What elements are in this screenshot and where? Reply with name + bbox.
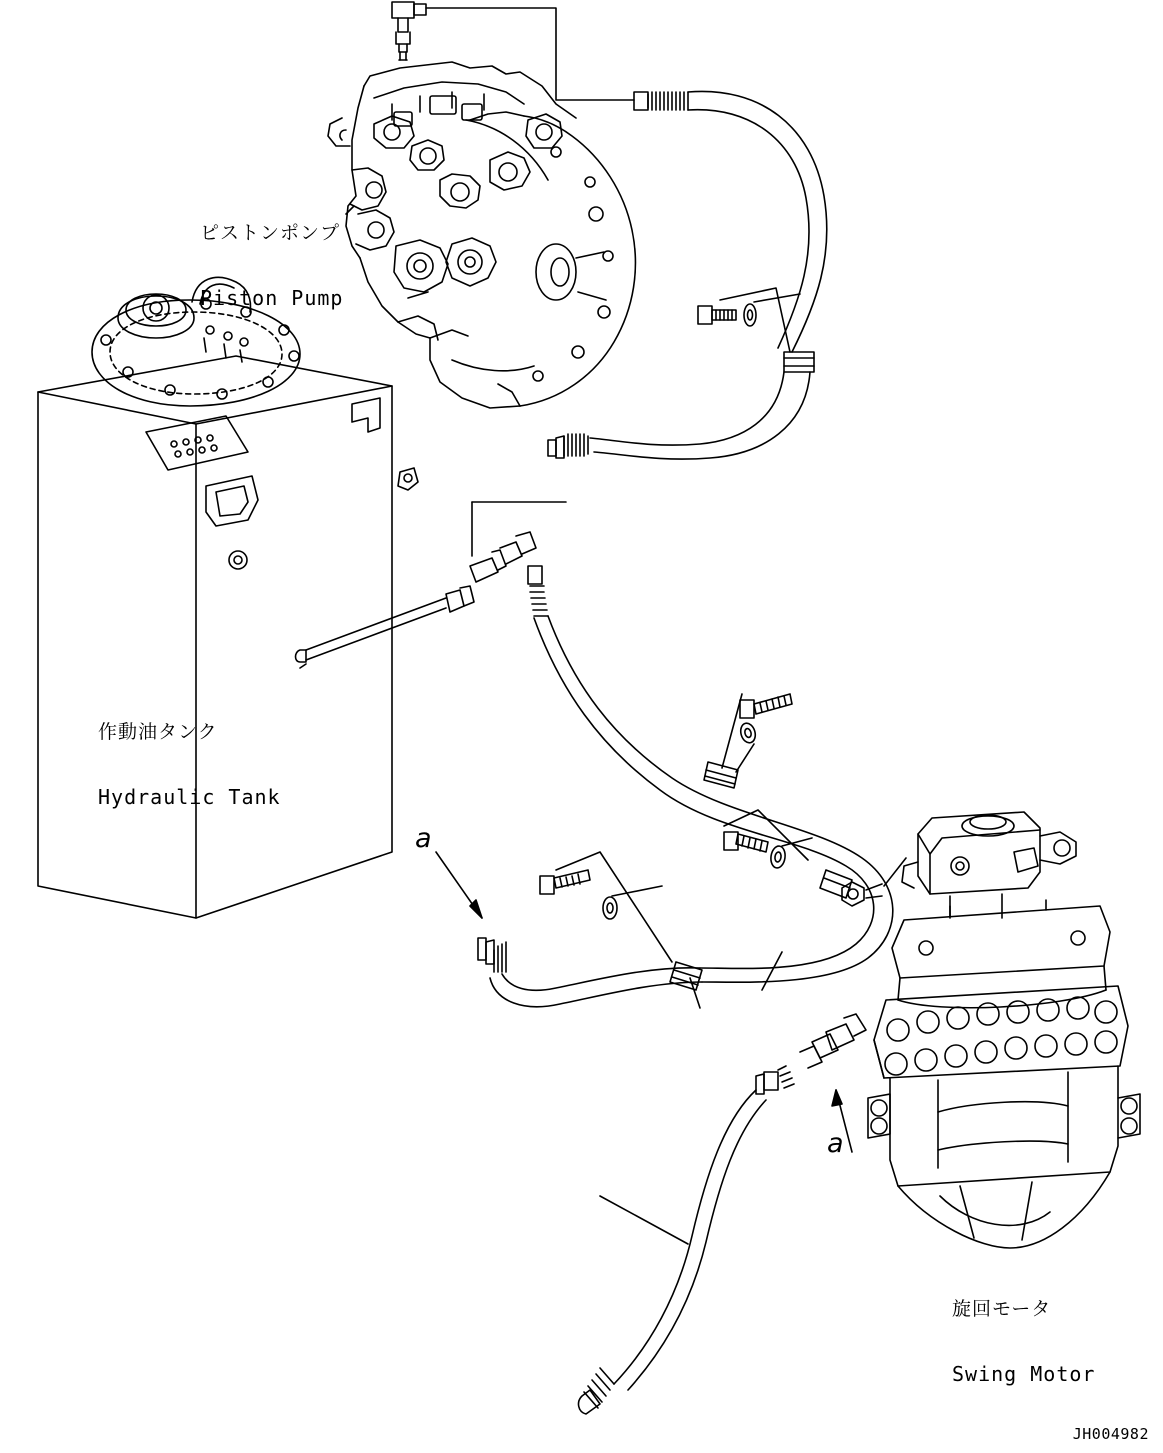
- washer: [770, 845, 787, 869]
- label-swing-motor-jp: 旋回モータ: [952, 1298, 1052, 1320]
- drawing-number: JH004982: [1072, 1425, 1149, 1443]
- callout-letter-a-upper: a: [415, 823, 432, 854]
- mounting-bolt: [540, 870, 590, 894]
- callout-letter-a-lower: a: [827, 1128, 844, 1159]
- hydraulic-hose-upper: [548, 91, 827, 459]
- bolt-washer-upper: [698, 288, 800, 352]
- label-swing-motor: [952, 1258, 1095, 1427]
- label-piston-pump: [200, 182, 343, 351]
- swing-motor-assembly: [868, 812, 1140, 1248]
- washer: [744, 304, 756, 326]
- mounting-bolt: [698, 306, 736, 324]
- mounting-bolt: [740, 694, 792, 718]
- washer: [603, 897, 617, 919]
- washer: [739, 721, 758, 744]
- elbow-fitting-top: [392, 2, 426, 60]
- label-piston-pump-en: Piston Pump: [200, 285, 344, 310]
- hydraulic-hose-lower: [579, 1014, 866, 1414]
- piston-pump-assembly: [328, 2, 635, 408]
- label-hydraulic-tank-jp: 作動油タンク: [98, 721, 218, 743]
- label-hydraulic-tank-en: Hydraulic Tank: [98, 784, 281, 809]
- label-piston-pump-jp: ピストンポンプ: [200, 222, 341, 244]
- elbow-fitting-tank: [470, 532, 536, 582]
- label-swing-motor-en: Swing Motor: [952, 1361, 1096, 1386]
- callout-arrows: [436, 852, 852, 1152]
- hydraulic-hose-middle: [478, 566, 893, 1007]
- elbow-fitting-motor: [800, 1014, 866, 1068]
- label-hydraulic-tank: [98, 681, 281, 850]
- nut-fitting-right: [842, 882, 882, 906]
